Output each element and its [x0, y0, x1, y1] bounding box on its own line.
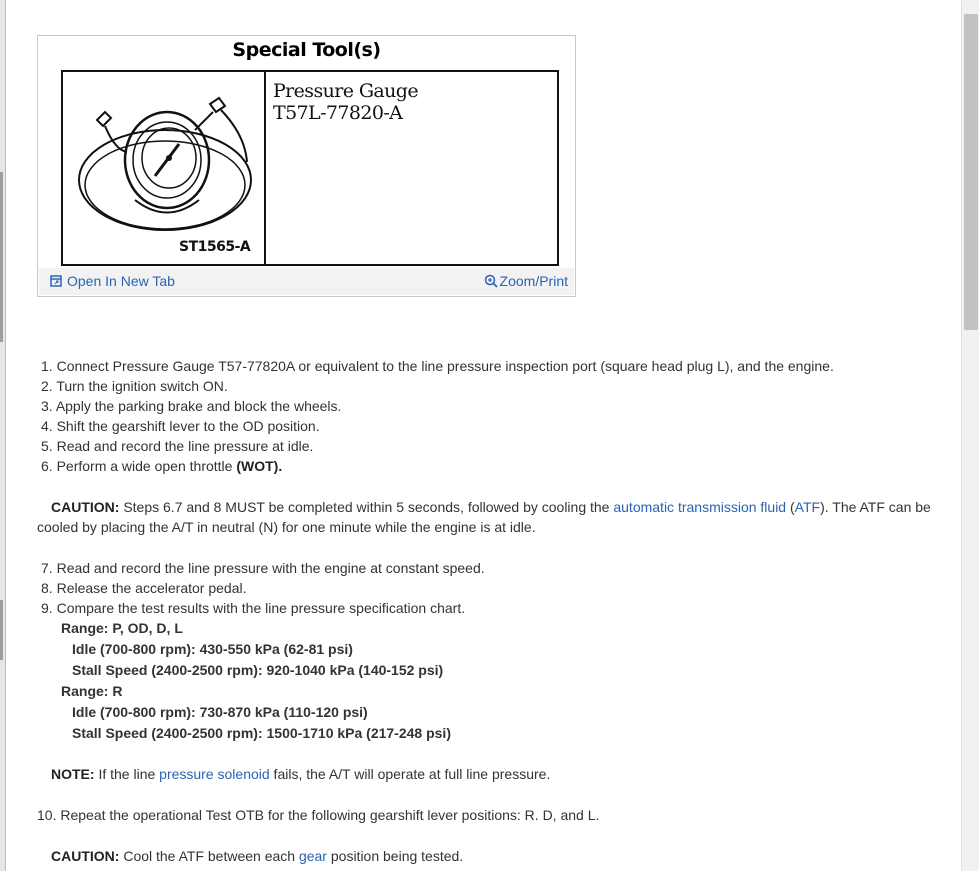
tool-name: Pressure Gauge [273, 80, 418, 102]
new-tab-icon [50, 275, 62, 287]
spec-line: Stall Speed (2400-2500 rpm): 1500-1710 kPa (217-248 psi) [72, 725, 451, 741]
left-border-mark [0, 172, 3, 342]
step-10: 10. Repeat the operational Test OTB for the following gearshift lever positions: R. D, and L. [37, 807, 600, 823]
open-in-new-tab-label: Open In New Tab [67, 273, 175, 289]
pressure-solenoid-link[interactable]: pressure solenoid [159, 766, 270, 782]
zoom-print-label: Zoom/Print [499, 273, 568, 289]
spec-line: Stall Speed (2400-2500 rpm): 920-1040 kPa (140-152 psi) [72, 662, 444, 678]
spec-line: Idle (700-800 rpm): 730-870 kPa (110-120 psi) [72, 704, 368, 720]
pressure-gauge-illustration [75, 90, 255, 240]
caution-note-2: CAUTION: Cool the ATF between each gear position being tested. [51, 848, 464, 864]
note-label: NOTE: [51, 766, 95, 782]
step-item: 1. Connect Pressure Gauge T57-77820A or equivalent to the line pressure inspection port (square head plug L), and the engine. [41, 358, 834, 374]
spec-line: Idle (700-800 rpm): 430-550 kPa (62-81 psi) [72, 641, 353, 657]
tool-table [61, 70, 559, 266]
caution-label: CAUTION: [51, 499, 120, 515]
step-item: 7. Read and record the line pressure with the engine at constant speed. [41, 560, 485, 576]
gear-link[interactable]: gear [298, 848, 327, 864]
zoom-icon [484, 274, 498, 288]
left-border-mark [0, 600, 3, 660]
step-item: 3. Apply the parking brake and block the wheels. [41, 398, 342, 414]
atf-full-link[interactable]: automatic transmission fluid [613, 499, 787, 515]
open-in-new-tab-link[interactable] [50, 273, 175, 289]
step-item: 6. Perform a wide open throttle (WOT). [41, 458, 283, 474]
figure-title: Special Tool(s) [232, 39, 381, 61]
atf-link[interactable]: ATF [794, 499, 821, 515]
spacer [37, 825, 947, 846]
figure-code: ST1565-A [179, 239, 251, 255]
step-item: 2. Turn the ignition switch ON. [41, 378, 228, 394]
scrollbar-thumb[interactable] [964, 14, 978, 330]
zoom-print-link[interactable] [484, 273, 568, 289]
special-tools-figure [37, 35, 576, 297]
caution-note: CAUTION: Steps 6.7 and 8 MUST be completed within 5 seconds, followed by cooling the automatic transmission fluid (ATF). The ATF can be cooled by placing the A/T in neutral (N) for one minute while the engine is at idle. [37, 499, 931, 535]
step-item: 9. Compare the test results with the line pressure specification chart. [41, 600, 466, 616]
left-border [0, 0, 6, 871]
figure-footer [39, 268, 574, 295]
table-divider [264, 72, 266, 264]
step-item: 5. Read and record the line pressure at idle. [41, 438, 314, 454]
step-item: 4. Shift the gearshift lever to the OD position. [41, 418, 320, 434]
caution-label: CAUTION: [51, 848, 120, 864]
procedure-content [37, 356, 947, 866]
step-item: 8. Release the accelerator pedal. [41, 580, 247, 596]
wot-bold: (WOT). [236, 458, 283, 474]
vertical-scrollbar[interactable] [961, 0, 979, 871]
tool-number: T57L-77820-A [273, 102, 403, 124]
note: NOTE: If the line pressure solenoid fails, the A/T will operate at full line pressure. [51, 766, 551, 782]
spacer [37, 476, 947, 497]
range-heading: Range: R [61, 683, 123, 699]
spacer [37, 537, 947, 558]
spacer [37, 744, 947, 764]
range-heading: Range: P, OD, D, L [61, 620, 183, 636]
spacer [37, 784, 947, 805]
